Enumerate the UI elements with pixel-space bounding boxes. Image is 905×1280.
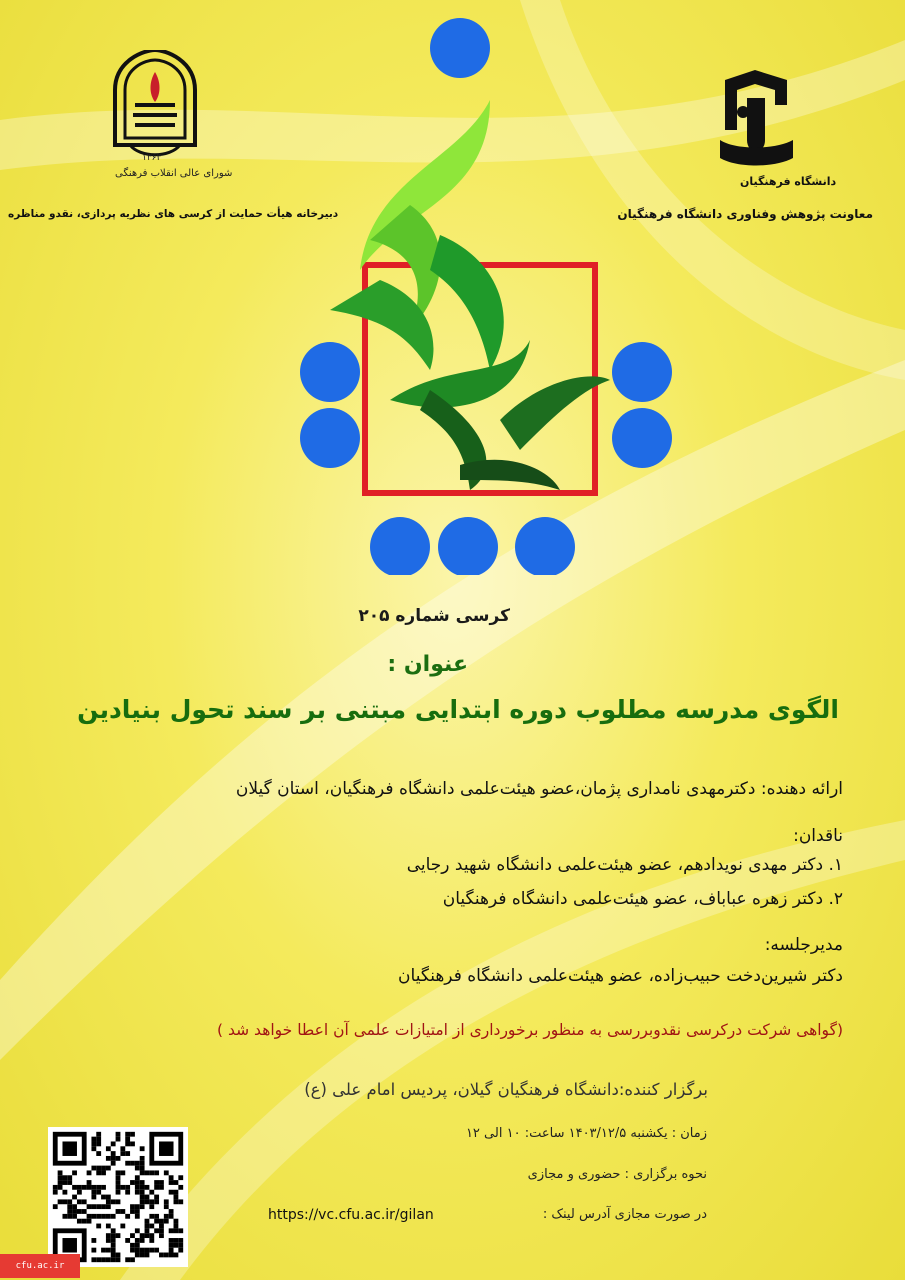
council-emblem-icon: [105, 50, 205, 165]
critic-2: ۲. دکتر زهره عباباف، عضو هیئت‌علمی دانشگاه فرهنگیان: [442, 889, 843, 909]
university-wordmark: دانشگاه فرهنگیان: [740, 175, 837, 188]
certificate-notice: (گواهی شرکت درکرسی نقدوبررسی به منظور برخورداری از امتیازات علمی آن اعطا خواهد شد ): [217, 1021, 843, 1039]
critics-heading: ناقدان:: [793, 826, 843, 846]
moderator-heading: مدیرجلسه:: [764, 935, 843, 955]
moderator: دکتر شیرین‌دخت حبیب‌زاده، عضو هیئت‌علمی دانشگاه فرهنگیان: [398, 966, 843, 986]
university-emblem-icon: [715, 70, 797, 190]
title-label: عنوان :: [387, 652, 468, 677]
kursi-logo-icon: [290, 10, 690, 575]
council-year: ۱۳۶۳: [142, 153, 162, 163]
critic-1: ۱. دکتر مهدی نویدادهم، عضو هیئت‌علمی دانشگاه شهید رجایی: [406, 855, 843, 875]
session-mode: نحوه برگزاری : حضوری و مجازی: [527, 1167, 707, 1182]
university-caption: معاونت پژوهش وفناوری دانشگاه فرهنگیان: [617, 207, 873, 221]
kursi-number: کرسی شماره ۲۰۵: [358, 606, 510, 626]
council-caption: دبیرخانه هیأت حمایت از کرسی های نظریه پردازی، نقدو مناظره: [8, 208, 339, 220]
qr-code-icon[interactable]: [48, 1127, 188, 1267]
session-title: الگوی مدرسه مطلوب دوره ابتدایی مبتنی بر سند تحول بنیادین: [77, 695, 839, 724]
session-time: زمان : یکشنبه ۱۴۰۳/۱۲/۵ ساعت: ۱۰ الی ۱۲: [465, 1126, 707, 1141]
footer-stamp: cfu.ac.ir: [0, 1254, 80, 1278]
organizer: برگزار کننده:دانشگاه فرهنگیان گیلان، پردیس امام علی (ع): [304, 1080, 708, 1099]
council-subtitle: شورای عالی انقلاب فرهنگی: [115, 168, 233, 179]
presenter: ارائه دهنده: دکترمهدی نامداری پژمان،عضو هیئت‌علمی دانشگاه فرهنگیان، استان گیلان: [235, 779, 843, 799]
session-link[interactable]: https://vc.cfu.ac.ir/gilan: [268, 1207, 434, 1223]
link-label: در صورت مجازی آدرس لینک :: [542, 1207, 707, 1222]
